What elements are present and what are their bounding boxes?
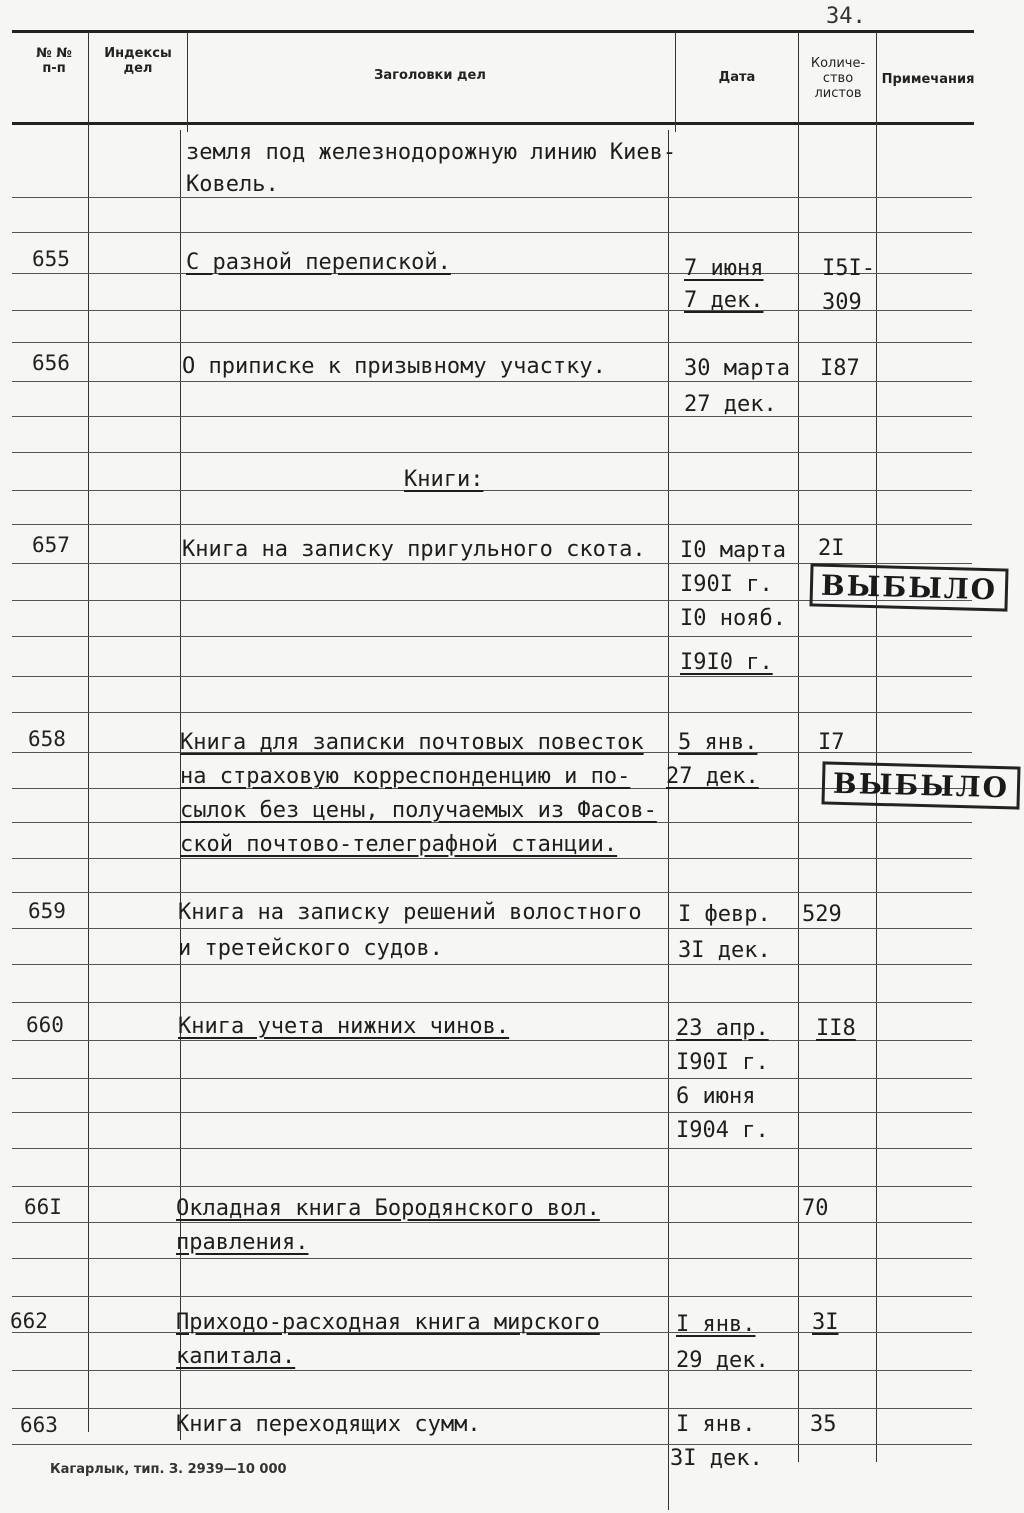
header-date: Дата	[718, 70, 756, 85]
header-sheets: Количе- ство листов	[810, 56, 866, 101]
entry-title: сылок без цены, получаемых из Фасов-	[180, 798, 657, 823]
entry-sheets: 309	[822, 290, 862, 315]
header-index: Индексы дел	[104, 46, 172, 76]
entry-date: I90I г.	[680, 572, 773, 597]
entry-date: 3I дек.	[670, 1446, 763, 1471]
row-line	[12, 676, 972, 677]
entry-date: 7 июня	[684, 256, 764, 281]
entry-date: 6 июня	[676, 1084, 756, 1109]
entry-number: 657	[32, 533, 70, 557]
entry-number: 659	[28, 899, 66, 923]
entry-title: правления.	[176, 1230, 309, 1255]
row-line	[12, 232, 972, 233]
entry-sheets: 2I	[818, 536, 845, 561]
entry-title: Книга переходящих сумм.	[176, 1412, 481, 1437]
entry-title: Книга на записку решений волостного	[178, 900, 642, 925]
row-line	[12, 1186, 972, 1187]
entry-date: I9I0 г.	[680, 650, 773, 675]
row-line	[12, 197, 972, 198]
row-line	[12, 1112, 972, 1113]
entry-sheets: II8	[816, 1016, 856, 1041]
entry-sheets: 70	[802, 1196, 829, 1221]
row-line	[12, 712, 972, 713]
entry-date: I90I г.	[676, 1050, 769, 1075]
entry-date: I0 марта	[680, 538, 786, 563]
entry-title: Ковель.	[186, 172, 279, 197]
entry-number: 660	[26, 1013, 64, 1037]
row-line	[12, 964, 972, 965]
entry-sheets: 35	[810, 1412, 837, 1437]
row-line	[12, 416, 972, 417]
row-line	[12, 1148, 972, 1149]
row-line	[12, 1408, 972, 1409]
header-num: № № п-п	[36, 46, 72, 76]
row-line	[12, 892, 972, 893]
entry-date: 5 янв.	[678, 730, 758, 755]
entry-date: 29 дек.	[676, 1348, 769, 1373]
printer-imprint: Кагарлык, тип. З. 2939—10 000	[50, 1462, 287, 1477]
entry-date: I янв.	[676, 1312, 756, 1337]
row-line	[12, 636, 972, 637]
entry-number: 662	[10, 1309, 48, 1333]
entry-date: I904 г.	[676, 1118, 769, 1143]
row-line	[12, 1078, 972, 1079]
row-line	[12, 928, 972, 929]
entry-number: 663	[20, 1413, 58, 1437]
entry-date: 7 дек.	[684, 288, 764, 313]
row-line	[12, 342, 972, 343]
header-title: Заголовки дел	[374, 68, 486, 83]
row-line	[12, 1222, 972, 1223]
entry-title: капитала.	[176, 1344, 296, 1369]
column-divider	[668, 130, 669, 1510]
header-notes: Примечания	[881, 72, 975, 87]
entry-date: 23 апр.	[676, 1016, 769, 1041]
row-line	[12, 1296, 972, 1297]
row-line	[12, 1258, 972, 1259]
row-line	[12, 1370, 972, 1371]
entry-title: Окладная книга Бородянского вол.	[176, 1196, 600, 1221]
row-line	[12, 524, 972, 525]
entry-number: 655	[32, 247, 70, 271]
column-divider	[675, 32, 676, 132]
entry-title: и третейского судов.	[178, 936, 443, 961]
entry-date: 27 дек.	[666, 764, 759, 789]
entry-title: земля под железнодорожную линию Киев-	[186, 140, 677, 165]
column-divider	[876, 32, 877, 1462]
page-number: 34.	[826, 4, 866, 29]
row-line	[12, 1002, 972, 1003]
row-line	[12, 1444, 972, 1445]
entry-sheets: I7	[818, 730, 845, 755]
row-line	[12, 490, 972, 491]
withdrawn-stamp: ВЫБЫЛО	[809, 563, 1008, 611]
entry-title: С разной перепиской.	[186, 250, 451, 275]
entry-title: О приписке к призывному участку.	[182, 354, 606, 379]
entry-number: 658	[28, 727, 66, 751]
entry-title: Книга для записки почтовых повесток	[180, 730, 644, 755]
header-rule	[12, 122, 974, 125]
entry-date: I янв.	[676, 1412, 756, 1437]
entry-title: Книга учета нижних чинов.	[178, 1014, 510, 1039]
entry-date: 30 марта	[684, 356, 790, 381]
entry-number: 656	[32, 351, 70, 375]
row-line	[12, 858, 972, 859]
entry-date: I февр.	[678, 902, 771, 927]
entry-number: 66I	[24, 1195, 62, 1219]
column-divider	[187, 32, 188, 132]
entry-sheets: 529	[802, 902, 842, 927]
entry-date: 3I дек.	[678, 938, 771, 963]
entry-sheets: I5I-	[822, 256, 875, 281]
entry-sheets: I87	[820, 356, 860, 381]
entry-title: на страховую корреспонденцию и по-	[180, 764, 631, 789]
entry-sheets: 3I	[812, 1310, 839, 1335]
row-line	[12, 452, 972, 453]
top-rule	[12, 30, 974, 33]
section-heading: Книги:	[404, 467, 484, 492]
withdrawn-stamp: ВЫБЫЛО	[821, 761, 1020, 809]
entry-title: ской почтово-телеграфной станции.	[180, 832, 618, 857]
column-divider	[798, 32, 799, 1462]
entry-title: Книга на записку пригульного скота.	[182, 537, 646, 562]
entry-title: Приходо-расходная книга мирского	[176, 1310, 600, 1335]
entry-date: I0 нояб.	[680, 606, 786, 631]
entry-date: 27 дек.	[684, 392, 777, 417]
